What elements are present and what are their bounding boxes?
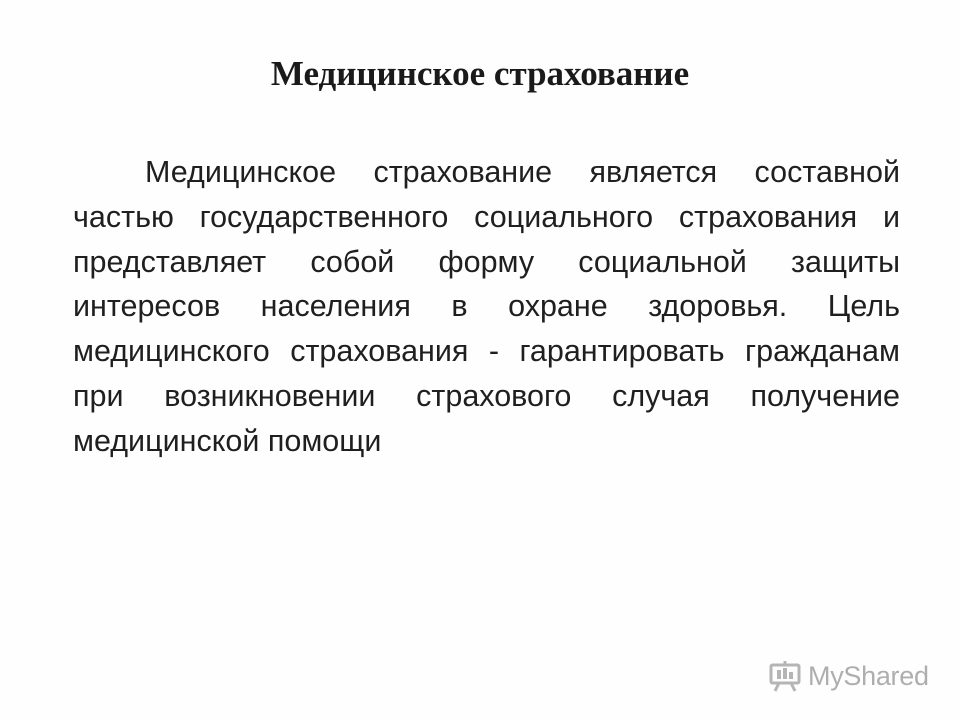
slide-title: Медицинское страхование: [270, 54, 690, 93]
watermark-text: MyShared: [808, 660, 929, 691]
presentation-board-icon: [768, 659, 802, 693]
watermark: [768, 656, 929, 696]
slide-paragraph: Медицинское страхование является составной частью государственного социального страхования и представляет собой форму социальной защиты интересов населения в охране здоровья. Цель медицинского страхования - гарантировать гражданам при возникновении страхового случая получение медицинской помощи: [73, 155, 900, 458]
